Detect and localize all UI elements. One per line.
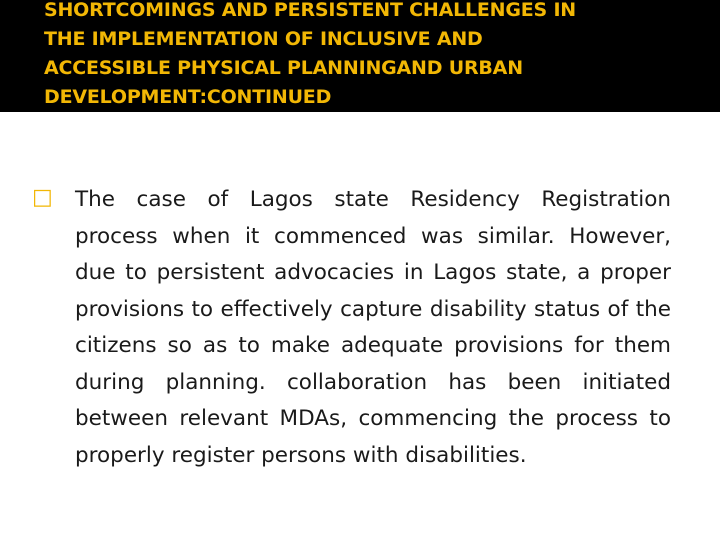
bullet-item (32, 182, 672, 474)
title-bar (0, 0, 720, 112)
square-bullet-icon: □ (32, 185, 53, 210)
body-paragraph: The case of Lagos state Residency Registration process when it commenced was similar. However, due to persistent advocacies in Lagos state, a proper provisions to effectively capture disability status of the citizens so as to make adequate provisions for them during planning. collaboration has been initiated between relevant MDAs, commencing the process to properly register persons with disabilities. (75, 187, 671, 468)
slide-title: SHORTCOMINGS AND PERSISTENT CHALLENGES IN THE IMPLEMENTATION OF INCLUSIVE AND ACCESSIBLE PHYSICAL PLANNINGAND URBAN DEVELOPMENT:CONTINUED (44, 0, 577, 108)
